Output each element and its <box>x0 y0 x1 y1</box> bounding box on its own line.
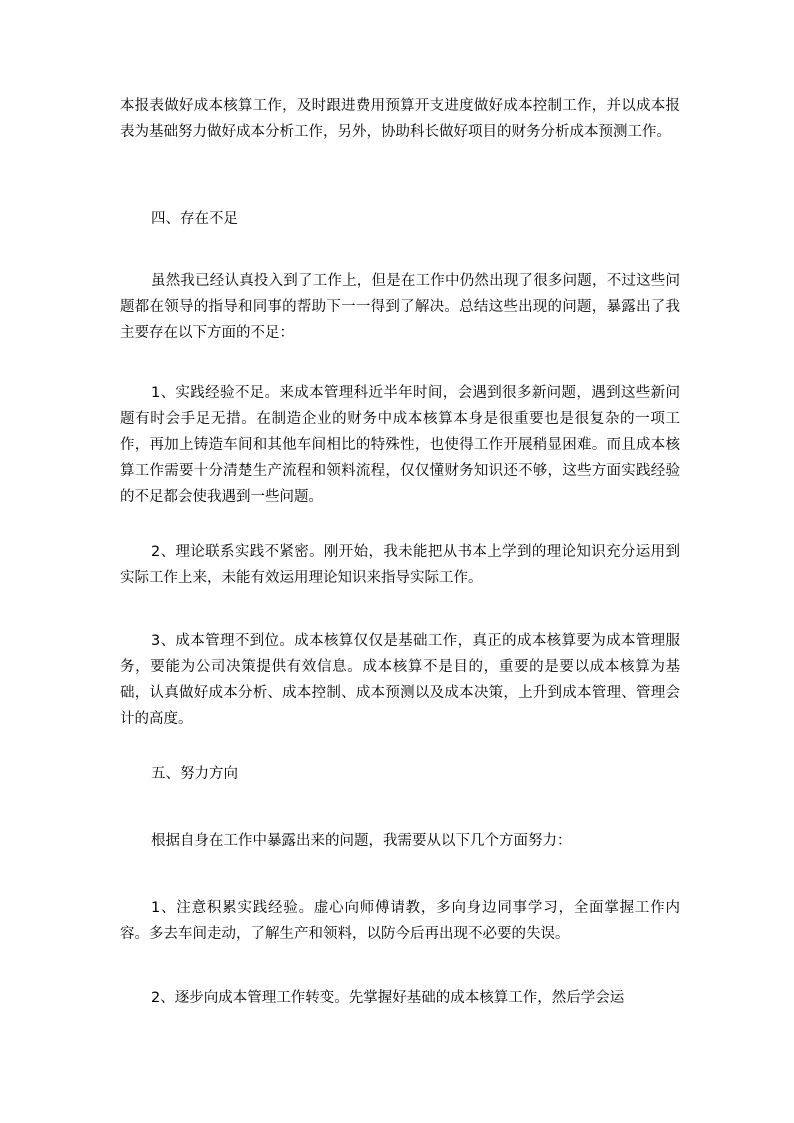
paragraph-improvement-2: 2、逐步向成本管理工作转变。先掌握好基础的成本核算工作，然后学会运 <box>151 990 625 1006</box>
paragraph-improvement-1: 1、注意积累实践经验。虚心向师傅请教，多向身边同事学习，全面掌握工作内容。多去车间走动，了解生产和领料，以防今后再出现不必要的失误。 <box>120 900 680 942</box>
paragraph-cost-accounting-duties: 本报表做好成本核算工作，及时跟进费用预算开支进度做好成本控制工作，并以成本报表为基础努力做好成本分析工作，另外，协助科长做好项目的财务分析成本预测工作。 <box>120 98 680 140</box>
paragraph-shortcoming-3: 3、成本管理不到位。成本核算仅仅是基础工作，真正的成本核算要为成本管理服务，要能为公司决策提供有效信息。成本核算不是目的，重要的是要以成本核算为基础，认真做好成本分析、成本控制、成本预测以及成本决策，上升到成本管理、管理会计的高度。 <box>120 633 680 727</box>
paragraph-improvement-intro: 根据自身在工作中暴露出来的问题，我需要从以下几个方面努力： <box>151 833 572 849</box>
paragraph-shortcoming-1: 1、实践经验不足。来成本管理科近半年时间，会遇到很多新问题，遇到这些新问题有时会手足无措。在制造企业的财务中成本核算本身是很重要也是很复杂的一项工作，再加上铸造车间和其他车间相比的特殊性，也使得工作开展稍显困难。而且成本核算工作需要十分清楚生产流程和领料流程，仅仅懂财务知识还不够，这些方面实践经验的不足都会使我遇到一些问题。 <box>120 385 680 505</box>
section-heading-improvement: 五、努力方向 <box>151 766 238 782</box>
paragraph-shortcoming-2: 2、理论联系实践不紧密。刚开始，我未能把从书本上学到的理论知识充分运用到实际工作上来，未能有效运用理论知识来指导实际工作。 <box>120 544 680 586</box>
section-heading-shortcomings: 四、存在不足 <box>151 211 238 227</box>
paragraph-shortcomings-intro: 虽然我已经认真投入到了工作上，但是在工作中仍然出现了很多问题，不过这些问题都在领导的指导和同事的帮助下一一得到了解决。总结这些出现的问题，暴露出了我主要存在以下方面的不足： <box>120 273 680 341</box>
